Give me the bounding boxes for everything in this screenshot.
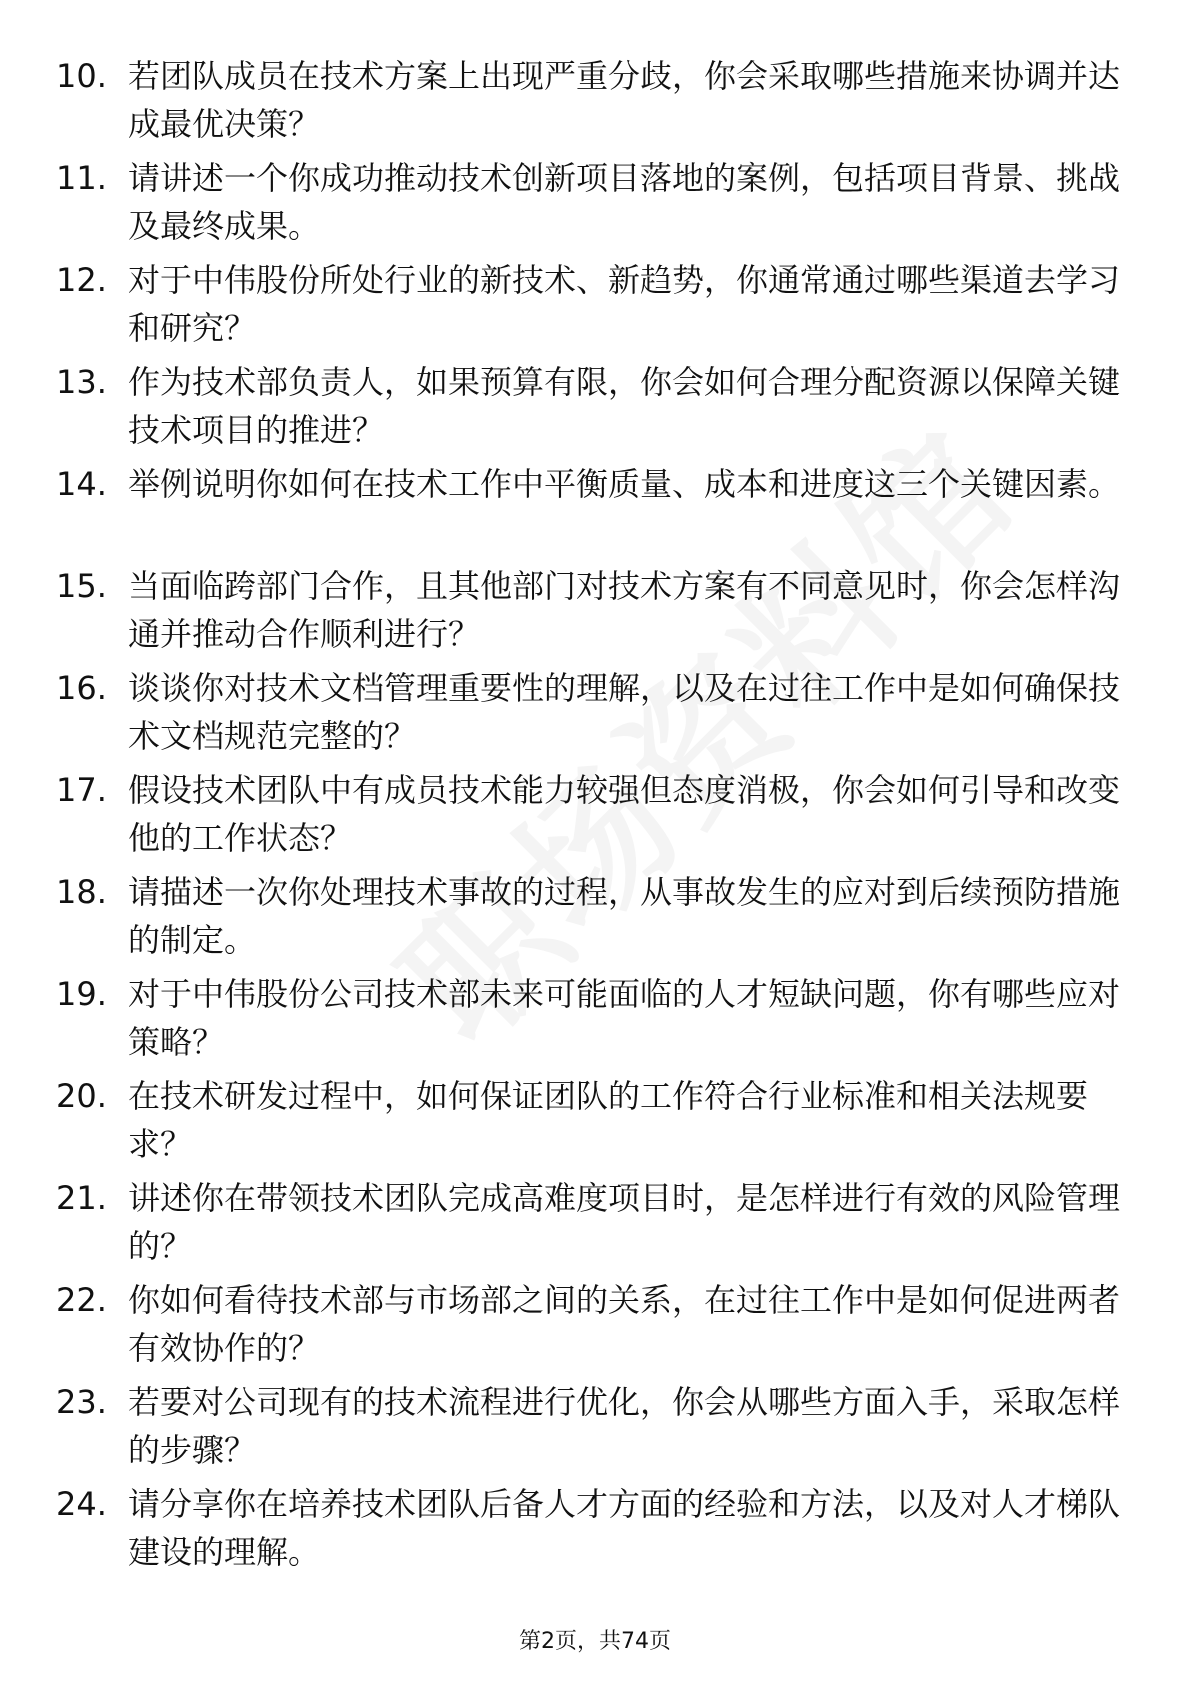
question-text: 对于中伟股份所处行业的新技术、新趋势，你通常通过哪些渠道去学习和研究？ <box>128 261 1121 347</box>
page-footer: 第2页，共74页 <box>519 1629 671 1654</box>
question-item <box>56 1174 1136 1270</box>
question-number: 21. <box>56 1179 107 1217</box>
question-text: 若团队成员在技术方案上出现严重分歧，你会采取哪些措施来协调并达成最优决策？ <box>128 57 1121 143</box>
question-text: 对于中伟股份公司技术部未来可能面临的人才短缺问题，你有哪些应对策略？ <box>128 975 1121 1061</box>
question-item <box>56 1276 1136 1372</box>
question-text: 若要对公司现有的技术流程进行优化，你会从哪些方面入手，采取怎样的步骤？ <box>128 1383 1121 1469</box>
question-number: 20. <box>56 1077 107 1115</box>
question-item <box>56 868 1136 964</box>
question-text: 假设技术团队中有成员技术能力较强但态度消极，你会如何引导和改变他的工作状态？ <box>128 771 1121 857</box>
question-item <box>56 154 1136 250</box>
question-item <box>56 1378 1136 1474</box>
question-item <box>56 460 1136 556</box>
question-text: 当面临跨部门合作，且其他部门对技术方案有不同意见时，你会怎样沟通并推动合作顺利进行？ <box>128 567 1121 653</box>
question-text: 请分享你在培养技术团队后备人才方面的经验和方法，以及对人才梯队建设的理解。 <box>128 1485 1121 1571</box>
question-list <box>56 52 1136 1582</box>
question-number: 22. <box>56 1281 107 1319</box>
question-number: 14. <box>56 465 107 503</box>
question-item <box>56 358 1136 454</box>
question-number: 18. <box>56 873 107 911</box>
question-text: 请讲述一个你成功推动技术创新项目落地的案例，包括项目背景、挑战及最终成果。 <box>128 159 1121 245</box>
question-text: 讲述你在带领技术团队完成高难度项目时，是怎样进行有效的风险管理的？ <box>128 1179 1121 1265</box>
question-item <box>56 562 1136 658</box>
question-number: 19. <box>56 975 107 1013</box>
question-text: 请描述一次你处理技术事故的过程，从事故发生的应对到后续预防措施的制定。 <box>128 873 1121 959</box>
question-number: 10. <box>56 57 107 95</box>
question-number: 17. <box>56 771 107 809</box>
question-item <box>56 970 1136 1066</box>
question-item <box>56 766 1136 862</box>
question-text: 举例说明你如何在技术工作中平衡质量、成本和进度这三个关键因素。 <box>128 465 1121 503</box>
question-number: 12. <box>56 261 107 299</box>
question-text: 作为技术部负责人，如果预算有限，你会如何合理分配资源以保障关键技术项目的推进？ <box>128 363 1121 449</box>
question-text: 谈谈你对技术文档管理重要性的理解，以及在过往工作中是如何确保技术文档规范完整的？ <box>128 669 1121 755</box>
question-number: 23. <box>56 1383 107 1421</box>
question-item <box>56 256 1136 352</box>
question-number: 24. <box>56 1485 107 1523</box>
question-number: 15. <box>56 567 107 605</box>
question-number: 11. <box>56 159 107 197</box>
question-number: 16. <box>56 669 107 707</box>
question-text: 你如何看待技术部与市场部之间的关系，在过往工作中是如何促进两者有效协作的？ <box>128 1281 1121 1367</box>
question-item <box>56 1072 1136 1168</box>
question-text: 在技术研发过程中，如何保证团队的工作符合行业标准和相关法规要求？ <box>128 1077 1089 1163</box>
question-item <box>56 664 1136 760</box>
question-item <box>56 1480 1136 1576</box>
question-item <box>56 52 1136 148</box>
question-number: 13. <box>56 363 107 401</box>
